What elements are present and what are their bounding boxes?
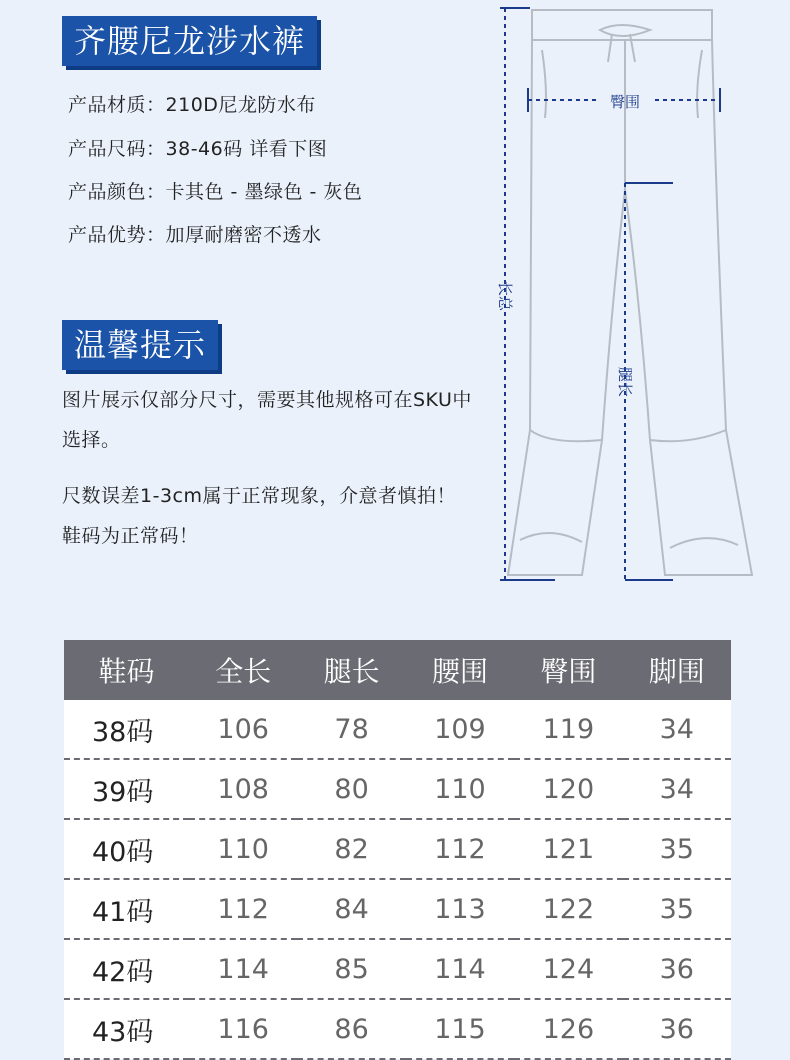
table-cell: 122 (514, 879, 622, 939)
table-cell: 35 (623, 879, 731, 939)
table-cell: 80 (297, 759, 405, 819)
table-cell: 34 (623, 759, 731, 819)
col-header: 脚围 (623, 640, 731, 700)
table-cell: 43码 (64, 999, 189, 1059)
table-cell: 115 (406, 999, 514, 1059)
table-row (64, 999, 731, 1059)
table-cell: 119 (514, 700, 622, 759)
table-cell: 121 (514, 819, 622, 879)
table-row (64, 939, 731, 999)
tips-title: 温馨提示 (62, 320, 218, 370)
table-cell: 35 (623, 819, 731, 879)
col-header: 臀围 (514, 640, 622, 700)
table-cell: 86 (297, 999, 405, 1059)
size-table (64, 640, 731, 1060)
col-header: 腿长 (297, 640, 405, 700)
table-header-row (64, 640, 731, 700)
spec-material: 产品材质：210D尼龙防水布 (68, 94, 316, 116)
table-cell: 116 (189, 999, 297, 1059)
total-length-label: 长总 (496, 280, 514, 312)
table-cell: 42码 (64, 939, 189, 999)
table-row (64, 819, 731, 879)
table-cell: 82 (297, 819, 405, 879)
table-cell: 85 (297, 939, 405, 999)
table-cell: 109 (406, 700, 514, 759)
table-cell: 124 (514, 939, 622, 999)
table-cell: 114 (406, 939, 514, 999)
table-cell: 112 (189, 879, 297, 939)
table-cell: 41码 (64, 879, 189, 939)
spec-advantage: 产品优势：加厚耐磨密不透水 (68, 224, 322, 246)
page-title: 齐腰尼龙涉水裤 (62, 16, 317, 66)
table-cell: 38码 (64, 700, 189, 759)
table-cell: 34 (623, 700, 731, 759)
col-header: 腰围 (406, 640, 514, 700)
table-row (64, 700, 731, 759)
table-cell: 108 (189, 759, 297, 819)
table-cell: 126 (514, 999, 622, 1059)
table-cell: 36 (623, 999, 731, 1059)
hip-label: 臀围 (609, 93, 641, 111)
table-cell: 40码 (64, 819, 189, 879)
pants-diagram (490, 0, 760, 600)
table-cell: 36 (623, 939, 731, 999)
table-cell: 78 (297, 700, 405, 759)
table-cell: 110 (189, 819, 297, 879)
table-cell: 114 (189, 939, 297, 999)
table-row (64, 759, 731, 819)
table-cell: 120 (514, 759, 622, 819)
table-cell: 84 (297, 879, 405, 939)
leg-length-label: 腿长 (616, 366, 634, 398)
table-cell: 110 (406, 759, 514, 819)
tip-sku: 图片展示仅部分尺寸，需要其他规格可在SKU中选择。 (62, 389, 472, 451)
col-header: 全长 (189, 640, 297, 700)
spec-size: 产品尺码：38-46码 详看下图 (68, 138, 328, 160)
table-cell: 39码 (64, 759, 189, 819)
table-cell: 113 (406, 879, 514, 939)
col-header: 鞋码 (64, 640, 189, 700)
table-cell: 106 (189, 700, 297, 759)
tip-error: 尺数误差1-3cm属于正常现象，介意者慎拍！鞋码为正常码！ (62, 485, 456, 547)
table-row (64, 879, 731, 939)
table-cell: 112 (406, 819, 514, 879)
spec-color: 产品颜色：卡其色 - 墨绿色 - 灰色 (68, 181, 363, 203)
